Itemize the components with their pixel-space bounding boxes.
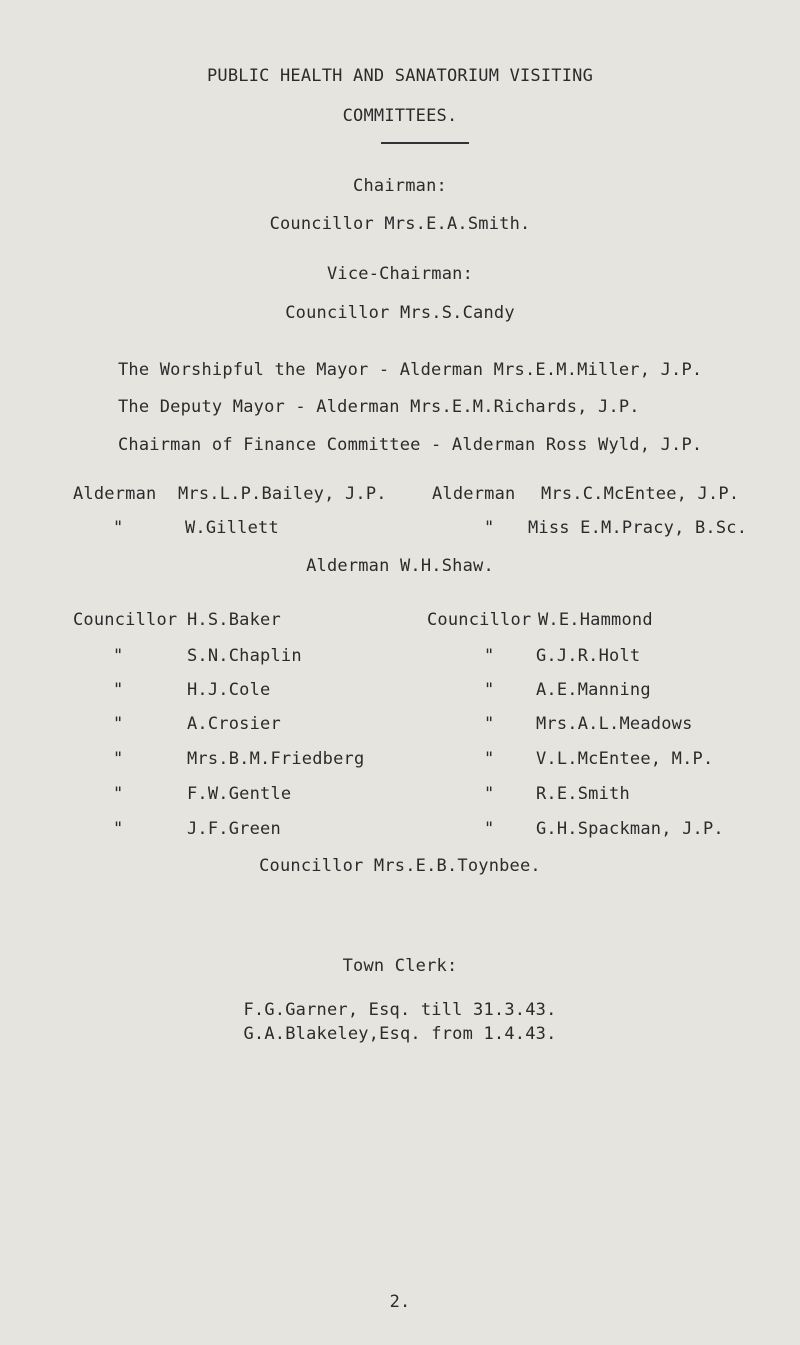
ditto-mark: "	[113, 680, 124, 700]
councillor-label-right: Councillor	[427, 610, 532, 630]
alderman-left-1: Mrs.L.P.Bailey, J.P.	[178, 484, 387, 504]
ex-officio-finance-chairman: Chairman of Finance Committee - Alderman Ross Wyld, J.P.	[118, 435, 703, 455]
ex-officio-deputy-mayor: The Deputy Mayor - Alderman Mrs.E.M.Richards, J.P.	[118, 397, 640, 417]
town-clerk-label: Town Clerk:	[342, 956, 458, 976]
councillor-right-1: W.E.Hammond	[538, 610, 653, 630]
alderman-right-2: Miss E.M.Pracy, B.Sc.	[528, 518, 748, 538]
ditto-mark: "	[113, 819, 124, 839]
page-number: 2.	[389, 1292, 411, 1312]
town-clerk-line-1: F.G.Garner, Esq. till 31.3.43.	[243, 1000, 557, 1020]
councillor-left-4: A.Crosier	[187, 714, 281, 734]
ditto-mark: "	[484, 714, 495, 734]
councillor-right-4: Mrs.A.L.Meadows	[536, 714, 693, 734]
councillor-right-3: A.E.Manning	[536, 680, 651, 700]
ditto-mark: "	[113, 714, 124, 734]
ditto-mark: "	[484, 749, 495, 769]
chairman-name: Councillor Mrs.E.A.Smith.	[269, 214, 531, 234]
councillor-left-6: F.W.Gentle	[187, 784, 292, 804]
councillor-right-2: G.J.R.Holt	[536, 646, 641, 666]
ditto-mark: "	[484, 646, 495, 666]
councillor-left-7: J.F.Green	[187, 819, 281, 839]
alderman-final: Alderman W.H.Shaw.	[306, 556, 494, 576]
councillor-left-2: S.N.Chaplin	[187, 646, 302, 666]
vice-chairman-name: Councillor Mrs.S.Candy	[285, 303, 515, 323]
ditto-mark: "	[113, 518, 124, 538]
ditto-mark: "	[113, 749, 124, 769]
councillor-left-1: H.S.Baker	[187, 610, 281, 630]
vice-chairman-label: Vice-Chairman:	[326, 264, 474, 284]
town-clerk-line-2: G.A.Blakeley,Esq. from 1.4.43.	[243, 1024, 557, 1044]
ditto-mark: "	[484, 518, 495, 538]
alderman-label-left: Alderman	[73, 484, 157, 504]
title-line-2: COMMITTEES.	[342, 106, 458, 126]
councillor-right-7: G.H.Spackman, J.P.	[536, 819, 724, 839]
ditto-mark: "	[484, 819, 495, 839]
ditto-mark: "	[484, 784, 495, 804]
ditto-mark: "	[113, 784, 124, 804]
alderman-right-1: Mrs.C.McEntee, J.P.	[541, 484, 740, 504]
title-underline	[381, 142, 469, 144]
councillor-label-left: Councillor	[73, 610, 178, 630]
councillor-left-5: Mrs.B.M.Friedberg	[187, 749, 365, 769]
title-line-1: PUBLIC HEALTH AND SANATORIUM VISITING	[206, 66, 594, 86]
ditto-mark: "	[113, 646, 124, 666]
alderman-label-right: Alderman	[432, 484, 516, 504]
chairman-label: Chairman:	[353, 176, 447, 196]
alderman-left-2: W.Gillett	[185, 518, 279, 538]
councillor-right-6: R.E.Smith	[536, 784, 630, 804]
councillor-left-3: H.J.Cole	[187, 680, 271, 700]
ex-officio-mayor: The Worshipful the Mayor - Alderman Mrs.E.M.Miller, J.P.	[118, 360, 703, 380]
ditto-mark: "	[484, 680, 495, 700]
councillor-right-5: V.L.McEntee, M.P.	[536, 749, 714, 769]
councillor-final: Councillor Mrs.E.B.Toynbee.	[259, 856, 541, 876]
